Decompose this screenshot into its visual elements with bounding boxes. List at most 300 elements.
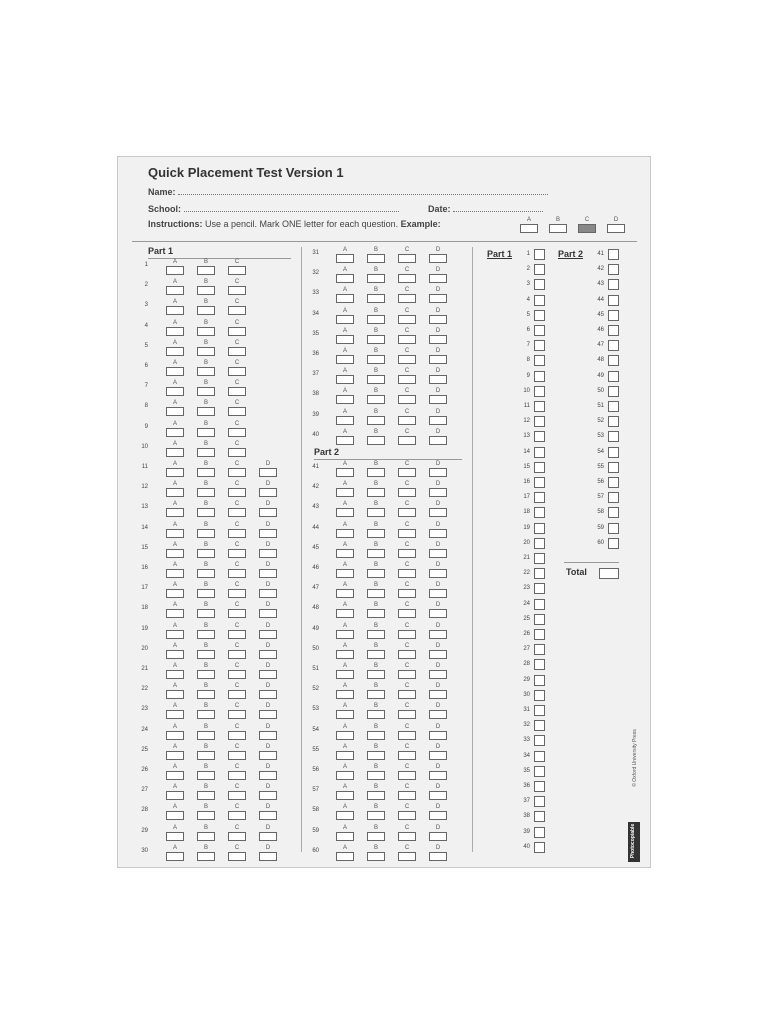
option-box[interactable]: [197, 569, 215, 578]
option-box[interactable]: [367, 375, 385, 384]
option-b[interactable]: [367, 683, 385, 699]
option-b[interactable]: [367, 247, 385, 263]
score-box[interactable]: [608, 386, 619, 397]
option-box[interactable]: [259, 852, 277, 861]
option-box[interactable]: [367, 650, 385, 659]
option-b[interactable]: [367, 409, 385, 425]
score-box[interactable]: [534, 447, 545, 458]
option-b[interactable]: [367, 542, 385, 558]
option-a[interactable]: [336, 388, 354, 404]
option-box[interactable]: [336, 771, 354, 780]
option-d[interactable]: [259, 703, 277, 719]
option-box[interactable]: [166, 771, 184, 780]
option-a[interactable]: [336, 328, 354, 344]
option-c[interactable]: [228, 845, 246, 861]
option-a[interactable]: [166, 845, 184, 861]
score-box[interactable]: [608, 447, 619, 458]
option-box[interactable]: [166, 306, 184, 315]
option-box[interactable]: [228, 589, 246, 598]
option-c[interactable]: [398, 501, 416, 517]
score-box[interactable]: [534, 355, 545, 366]
option-box[interactable]: [259, 488, 277, 497]
option-a[interactable]: [336, 287, 354, 303]
option-box[interactable]: [336, 468, 354, 477]
option-c[interactable]: [398, 409, 416, 425]
score-box[interactable]: [534, 614, 545, 625]
option-a[interactable]: [166, 663, 184, 679]
option-b[interactable]: [197, 501, 215, 517]
option-d[interactable]: [259, 724, 277, 740]
option-a[interactable]: [336, 368, 354, 384]
option-box[interactable]: [228, 407, 246, 416]
option-c[interactable]: [398, 602, 416, 618]
score-box[interactable]: [534, 796, 545, 807]
option-d[interactable]: [259, 602, 277, 618]
score-box[interactable]: [534, 371, 545, 382]
option-c[interactable]: [398, 481, 416, 497]
option-box[interactable]: [197, 306, 215, 315]
option-b[interactable]: [197, 764, 215, 780]
option-d[interactable]: [259, 501, 277, 517]
option-box[interactable]: [228, 832, 246, 841]
option-a[interactable]: [166, 744, 184, 760]
option-box[interactable]: [398, 852, 416, 861]
option-box[interactable]: [367, 254, 385, 263]
option-c[interactable]: [228, 320, 246, 336]
option-box[interactable]: [336, 710, 354, 719]
option-box[interactable]: [228, 771, 246, 780]
option-b[interactable]: [367, 328, 385, 344]
score-box[interactable]: [534, 766, 545, 777]
option-box[interactable]: [228, 306, 246, 315]
option-b[interactable]: [367, 623, 385, 639]
score-box[interactable]: [534, 325, 545, 336]
name-field[interactable]: [178, 188, 548, 195]
option-box[interactable]: [398, 416, 416, 425]
option-box[interactable]: [259, 710, 277, 719]
option-a[interactable]: [166, 299, 184, 315]
option-c[interactable]: [398, 724, 416, 740]
option-c[interactable]: [228, 602, 246, 618]
option-box[interactable]: [429, 589, 447, 598]
option-b[interactable]: [197, 602, 215, 618]
option-box[interactable]: [429, 650, 447, 659]
option-box[interactable]: [166, 327, 184, 336]
option-box[interactable]: [197, 832, 215, 841]
option-box[interactable]: [228, 852, 246, 861]
score-box[interactable]: [534, 735, 545, 746]
option-d[interactable]: [259, 845, 277, 861]
option-b[interactable]: [367, 308, 385, 324]
score-box[interactable]: [608, 462, 619, 473]
option-box[interactable]: [197, 710, 215, 719]
option-box[interactable]: [197, 468, 215, 477]
option-box[interactable]: [197, 428, 215, 437]
score-box[interactable]: [534, 401, 545, 412]
option-box[interactable]: [367, 508, 385, 517]
option-d[interactable]: [429, 542, 447, 558]
option-b[interactable]: [197, 724, 215, 740]
date-field[interactable]: [453, 205, 543, 212]
option-a[interactable]: [166, 683, 184, 699]
option-box[interactable]: [429, 274, 447, 283]
option-c[interactable]: [228, 542, 246, 558]
option-c[interactable]: [398, 247, 416, 263]
score-box[interactable]: [534, 507, 545, 518]
option-a[interactable]: [336, 582, 354, 598]
option-b[interactable]: [197, 703, 215, 719]
option-box[interactable]: [166, 286, 184, 295]
option-c[interactable]: [228, 259, 246, 275]
option-b[interactable]: [197, 542, 215, 558]
score-box[interactable]: [608, 507, 619, 518]
score-box[interactable]: [534, 477, 545, 488]
option-box[interactable]: [367, 416, 385, 425]
option-b[interactable]: [197, 643, 215, 659]
option-box[interactable]: [367, 355, 385, 364]
option-box[interactable]: [398, 468, 416, 477]
score-box[interactable]: [534, 705, 545, 716]
option-box[interactable]: [259, 468, 277, 477]
option-d[interactable]: [429, 409, 447, 425]
option-box[interactable]: [367, 791, 385, 800]
option-a[interactable]: [336, 348, 354, 364]
option-box[interactable]: [197, 347, 215, 356]
option-a[interactable]: [336, 429, 354, 445]
option-c[interactable]: [228, 360, 246, 376]
score-box[interactable]: [534, 644, 545, 655]
option-c[interactable]: [228, 825, 246, 841]
score-box[interactable]: [534, 675, 545, 686]
option-b[interactable]: [367, 643, 385, 659]
option-c[interactable]: [398, 663, 416, 679]
option-box[interactable]: [429, 294, 447, 303]
option-d[interactable]: [429, 582, 447, 598]
option-a[interactable]: [166, 703, 184, 719]
score-box[interactable]: [534, 523, 545, 534]
score-box[interactable]: [534, 599, 545, 610]
option-box[interactable]: [228, 508, 246, 517]
score-box[interactable]: [608, 325, 619, 336]
option-box[interactable]: [228, 448, 246, 457]
option-b[interactable]: [197, 481, 215, 497]
option-box[interactable]: [336, 395, 354, 404]
option-box[interactable]: [228, 327, 246, 336]
option-b[interactable]: [197, 441, 215, 457]
score-box[interactable]: [608, 340, 619, 351]
option-box[interactable]: [197, 327, 215, 336]
option-c[interactable]: [398, 522, 416, 538]
option-box[interactable]: [336, 416, 354, 425]
option-b[interactable]: [197, 663, 215, 679]
score-box[interactable]: [534, 295, 545, 306]
option-box[interactable]: [429, 488, 447, 497]
option-box[interactable]: [398, 589, 416, 598]
option-box[interactable]: [228, 650, 246, 659]
option-d[interactable]: [429, 348, 447, 364]
option-c[interactable]: [228, 663, 246, 679]
option-d[interactable]: [429, 267, 447, 283]
option-box[interactable]: [336, 832, 354, 841]
option-box[interactable]: [429, 751, 447, 760]
option-box[interactable]: [398, 335, 416, 344]
option-d[interactable]: [429, 683, 447, 699]
option-c[interactable]: [398, 562, 416, 578]
score-box[interactable]: [608, 355, 619, 366]
option-box[interactable]: [228, 266, 246, 275]
option-box[interactable]: [429, 436, 447, 445]
option-c[interactable]: [228, 643, 246, 659]
option-a[interactable]: [336, 683, 354, 699]
option-d[interactable]: [259, 784, 277, 800]
option-c[interactable]: [398, 388, 416, 404]
option-a[interactable]: [336, 784, 354, 800]
option-c[interactable]: [228, 744, 246, 760]
option-box[interactable]: [398, 650, 416, 659]
option-box[interactable]: [336, 508, 354, 517]
option-box[interactable]: [336, 529, 354, 538]
option-b[interactable]: [197, 360, 215, 376]
option-b[interactable]: [197, 299, 215, 315]
option-b[interactable]: [367, 388, 385, 404]
option-box[interactable]: [398, 529, 416, 538]
option-a[interactable]: [166, 562, 184, 578]
option-b[interactable]: [367, 804, 385, 820]
option-a[interactable]: [336, 409, 354, 425]
option-c[interactable]: [398, 542, 416, 558]
option-b[interactable]: [367, 562, 385, 578]
option-box[interactable]: [259, 731, 277, 740]
option-box[interactable]: [398, 315, 416, 324]
option-b[interactable]: [549, 217, 567, 233]
option-box[interactable]: [166, 791, 184, 800]
option-c[interactable]: [228, 501, 246, 517]
option-box[interactable]: [197, 811, 215, 820]
score-box[interactable]: [608, 249, 619, 260]
option-box[interactable]: [259, 630, 277, 639]
option-c[interactable]: [228, 683, 246, 699]
option-box[interactable]: [429, 791, 447, 800]
option-box[interactable]: [259, 508, 277, 517]
option-a[interactable]: [166, 724, 184, 740]
option-box[interactable]: [336, 436, 354, 445]
option-c[interactable]: [228, 623, 246, 639]
option-d[interactable]: [429, 501, 447, 517]
option-c[interactable]: [228, 481, 246, 497]
option-box[interactable]: [197, 852, 215, 861]
option-c[interactable]: [228, 804, 246, 820]
option-box[interactable]: [166, 266, 184, 275]
option-c[interactable]: [228, 400, 246, 416]
option-d[interactable]: [259, 522, 277, 538]
option-b[interactable]: [367, 602, 385, 618]
option-c[interactable]: [398, 429, 416, 445]
option-b[interactable]: [197, 825, 215, 841]
option-box[interactable]: [367, 771, 385, 780]
option-d[interactable]: [429, 845, 447, 861]
option-a[interactable]: [336, 602, 354, 618]
option-box[interactable]: [259, 751, 277, 760]
option-c[interactable]: [398, 328, 416, 344]
option-d[interactable]: [259, 461, 277, 477]
option-box[interactable]: [166, 488, 184, 497]
score-box[interactable]: [608, 310, 619, 321]
option-box[interactable]: [367, 811, 385, 820]
option-box[interactable]: [398, 508, 416, 517]
option-a[interactable]: [166, 602, 184, 618]
option-box[interactable]: [197, 407, 215, 416]
option-box[interactable]: [228, 529, 246, 538]
option-box[interactable]: [197, 771, 215, 780]
option-d[interactable]: [429, 623, 447, 639]
option-b[interactable]: [367, 582, 385, 598]
option-a[interactable]: [336, 825, 354, 841]
option-box[interactable]: [336, 355, 354, 364]
option-c[interactable]: [398, 683, 416, 699]
option-box[interactable]: [259, 529, 277, 538]
option-b[interactable]: [367, 764, 385, 780]
total-box[interactable]: [599, 568, 619, 579]
option-b[interactable]: [197, 340, 215, 356]
option-box[interactable]: [429, 549, 447, 558]
option-box[interactable]: [398, 670, 416, 679]
option-box[interactable]: [259, 670, 277, 679]
option-box[interactable]: [398, 710, 416, 719]
option-d[interactable]: [259, 663, 277, 679]
option-box[interactable]: [228, 347, 246, 356]
option-box[interactable]: [197, 266, 215, 275]
option-box[interactable]: [228, 367, 246, 376]
option-d[interactable]: [429, 522, 447, 538]
option-c[interactable]: [398, 784, 416, 800]
option-box[interactable]: [166, 347, 184, 356]
option-box[interactable]: [166, 569, 184, 578]
option-a[interactable]: [166, 542, 184, 558]
option-box[interactable]: [166, 690, 184, 699]
option-box[interactable]: [336, 315, 354, 324]
option-a[interactable]: [336, 542, 354, 558]
option-box[interactable]: [228, 630, 246, 639]
option-d[interactable]: [429, 804, 447, 820]
option-box[interactable]: [336, 254, 354, 263]
option-c[interactable]: [228, 764, 246, 780]
option-box[interactable]: [398, 751, 416, 760]
option-a[interactable]: [166, 400, 184, 416]
option-box[interactable]: [259, 690, 277, 699]
option-d[interactable]: [429, 724, 447, 740]
option-box[interactable]: [228, 549, 246, 558]
option-box[interactable]: [228, 670, 246, 679]
option-box[interactable]: [367, 315, 385, 324]
option-d[interactable]: [429, 703, 447, 719]
option-d[interactable]: [259, 643, 277, 659]
option-b[interactable]: [367, 267, 385, 283]
option-box[interactable]: [429, 731, 447, 740]
score-box[interactable]: [608, 477, 619, 488]
option-box[interactable]: [166, 670, 184, 679]
option-a[interactable]: [166, 764, 184, 780]
option-box[interactable]: [336, 274, 354, 283]
score-box[interactable]: [608, 492, 619, 503]
score-box[interactable]: [534, 659, 545, 670]
option-b[interactable]: [197, 804, 215, 820]
option-d[interactable]: [429, 247, 447, 263]
option-box[interactable]: [398, 294, 416, 303]
option-b[interactable]: [367, 744, 385, 760]
option-b[interactable]: [367, 724, 385, 740]
option-d[interactable]: [429, 744, 447, 760]
option-box[interactable]: [429, 335, 447, 344]
option-box[interactable]: [398, 791, 416, 800]
school-field[interactable]: [184, 205, 399, 212]
option-c[interactable]: [228, 441, 246, 457]
option-box[interactable]: [197, 488, 215, 497]
option-c[interactable]: [398, 582, 416, 598]
option-a[interactable]: [166, 259, 184, 275]
option-box[interactable]: [197, 529, 215, 538]
option-box[interactable]: [259, 569, 277, 578]
option-box[interactable]: [336, 670, 354, 679]
option-box[interactable]: [429, 630, 447, 639]
score-box[interactable]: [608, 538, 619, 549]
option-box[interactable]: [228, 468, 246, 477]
option-box[interactable]: [398, 549, 416, 558]
option-box[interactable]: [367, 690, 385, 699]
option-box[interactable]: [197, 751, 215, 760]
option-d[interactable]: [259, 582, 277, 598]
option-box[interactable]: [398, 395, 416, 404]
option-box[interactable]: [398, 436, 416, 445]
option-box[interactable]: [197, 630, 215, 639]
option-d[interactable]: [259, 744, 277, 760]
option-box[interactable]: [197, 367, 215, 376]
option-box[interactable]: [367, 832, 385, 841]
option-b[interactable]: [367, 522, 385, 538]
option-box[interactable]: [166, 630, 184, 639]
option-b[interactable]: [197, 259, 215, 275]
option-a[interactable]: [336, 724, 354, 740]
score-box[interactable]: [534, 538, 545, 549]
option-box[interactable]: [228, 428, 246, 437]
option-c[interactable]: [228, 461, 246, 477]
option-box[interactable]: [197, 731, 215, 740]
option-box[interactable]: [398, 569, 416, 578]
option-b[interactable]: [367, 348, 385, 364]
option-b[interactable]: [197, 320, 215, 336]
option-box[interactable]: [429, 771, 447, 780]
option-a[interactable]: [166, 825, 184, 841]
option-box[interactable]: [228, 811, 246, 820]
option-box[interactable]: [166, 508, 184, 517]
option-box[interactable]: [228, 387, 246, 396]
option-a[interactable]: [166, 380, 184, 396]
score-box[interactable]: [534, 431, 545, 442]
option-box[interactable]: [429, 508, 447, 517]
option-a[interactable]: [166, 320, 184, 336]
option-box[interactable]: [367, 852, 385, 861]
option-d[interactable]: [259, 481, 277, 497]
option-a[interactable]: [520, 217, 538, 233]
option-c[interactable]: [398, 287, 416, 303]
option-box[interactable]: [166, 710, 184, 719]
score-box[interactable]: [608, 279, 619, 290]
option-c[interactable]: [228, 703, 246, 719]
option-a[interactable]: [166, 643, 184, 659]
option-box[interactable]: [398, 811, 416, 820]
score-box[interactable]: [608, 431, 619, 442]
option-box[interactable]: [228, 488, 246, 497]
option-d[interactable]: [259, 683, 277, 699]
